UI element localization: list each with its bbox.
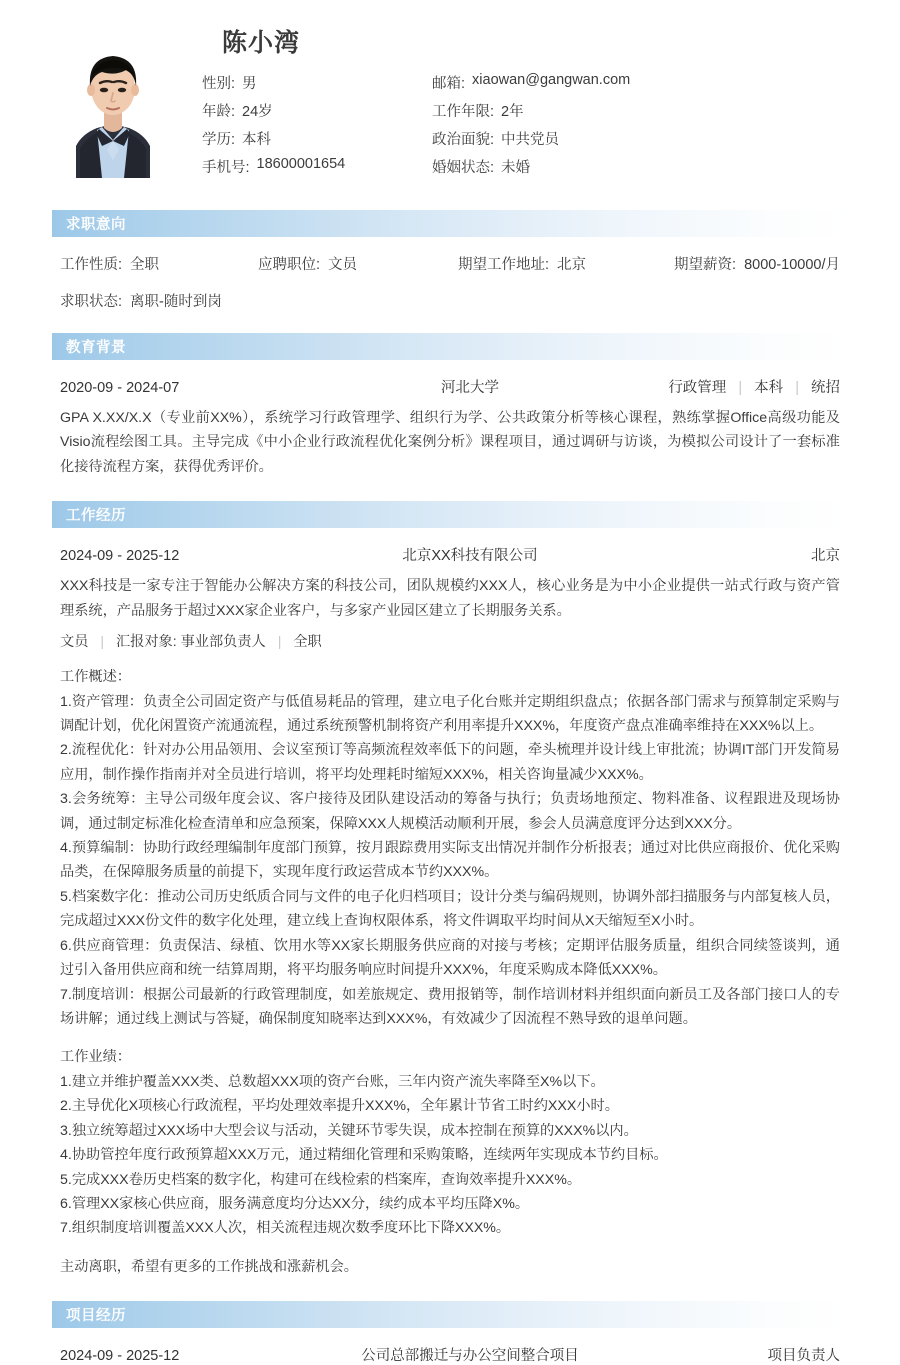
info-experience-value: 2年 xyxy=(501,103,524,120)
info-age-value: 24岁 xyxy=(242,103,273,120)
work-achievement-item: 5.完成XXX卷历史档案的数字化，构建可在线检索的档案库，查询效率提升XXX%。 xyxy=(60,1171,582,1188)
section-header-education xyxy=(52,333,848,360)
intent-status-label: 求职状态: xyxy=(60,294,123,310)
work-job-type: 全职 xyxy=(293,634,322,651)
education-school: 河北大学 xyxy=(441,380,499,396)
work-date: 2024-09 - 2025-12 xyxy=(60,548,180,565)
work-location: 北京 xyxy=(811,548,840,565)
intent-status-value: 离职-随时到岗 xyxy=(130,294,222,310)
intent-position-label: 应聘职位: xyxy=(258,257,321,273)
profile-info-grid xyxy=(202,72,848,177)
section-header-work xyxy=(52,501,848,528)
intent-job-nature xyxy=(60,253,258,274)
work-report-to: 汇报对象: 事业部负责人 xyxy=(115,634,266,651)
info-gender-value: 男 xyxy=(242,75,257,92)
work-leave-reason: 主动离职，希望有更多的工作挑战和涨薪机会。 xyxy=(60,1258,358,1275)
project-name: 公司总部搬迁与办公空间整合项目 xyxy=(361,1348,579,1365)
intent-location xyxy=(458,253,674,274)
divider-icon: | xyxy=(795,380,799,396)
section-header-project xyxy=(52,1301,848,1328)
info-education-value: 本科 xyxy=(242,131,272,148)
section-title-project: 项目经历 xyxy=(66,1308,126,1325)
section-title-work: 工作经历 xyxy=(66,508,126,525)
work-achievement-item: 2.主导优化X项核心行政流程，平均处理效率提升XXX%，全年累计节省工时约XXX小时。 xyxy=(60,1098,619,1115)
info-experience xyxy=(432,100,848,121)
avatar xyxy=(52,28,174,178)
work-achievements-title: 工作业绩： xyxy=(60,1049,131,1066)
work-company: 北京XX科技有限公司 xyxy=(402,548,538,565)
info-email-label: 邮箱: xyxy=(432,75,466,92)
info-political-label: 政治面貌: xyxy=(432,131,495,148)
work-achievement-item: 7.组织制度培训覆盖XXX人次，相关流程违规次数季度环比下降XXX%。 xyxy=(60,1220,511,1237)
work-achievement-item: 6.管理XX家核心供应商，服务满意度均分达XX分，续约成本平均压降X%。 xyxy=(60,1195,530,1212)
info-age xyxy=(202,100,432,121)
work-achievement-item: 1.建立并维护覆盖XXX类、总数超XXX项的资产台账，三年内资产流失率降至X%以下。 xyxy=(60,1073,605,1090)
work-overview-item: 4.预算编制：协助行政经理编制年度部门预算，按月跟踪费用实际支出情况并制作分析报表；通过对比供应商报价、优化采购品类，在保障服务质量的前提下，实现年度行政运营成本节约XXX%。 xyxy=(60,840,840,881)
section-header-job-intent xyxy=(52,210,848,237)
work-overview-item: 2.流程优化：针对办公用品领用、会议室预订等高频流程效率低下的问题，牵头梳理并设计线上审批流；协调IT部门开发简易应用，制作操作指南并对全员进行培训，将平均处理耗时缩短XXX%，相关咨询量减少XXX%。 xyxy=(60,742,840,783)
info-marital xyxy=(432,156,848,177)
section-title-education: 教育背景 xyxy=(66,340,126,356)
info-age-label: 年龄: xyxy=(202,103,236,120)
work-block xyxy=(52,544,848,1279)
info-political-value: 中共党员 xyxy=(501,131,560,148)
education-major: 行政管理 xyxy=(668,380,727,396)
work-overview-item: 7.制度培训：根据公司最新的行政管理制度，如差旅规定、费用报销等，制作培训材料并组织面向新员工及各部门接口人的专场讲解；通过线上测试与答疑，确保制度知晓率达到XXX%，有效减少了因流程不熟导致的退单问题。 xyxy=(60,986,840,1028)
info-experience-label: 工作年限: xyxy=(432,103,495,120)
info-phone-value: 18600001654 xyxy=(256,155,346,172)
info-gender-label: 性别: xyxy=(202,75,236,92)
info-phone-label: 手机号: xyxy=(202,159,250,176)
intent-location-label: 期望工作地址: xyxy=(458,257,550,273)
job-intent-block xyxy=(52,253,848,311)
intent-position-value: 文员 xyxy=(328,257,358,273)
divider-icon: | xyxy=(277,634,282,651)
info-marital-label: 婚姻状态: xyxy=(432,159,495,176)
work-overview-item: 6.供应商管理：负责保洁、绿植、饮用水等XX家长期服务供应商的对接与考核；定期评估服务质量，组织合同续签谈判，通过引入备用供应商和统一结算周期，将平均服务响应时间提升XXX%，年度采购成本降低XXX%。 xyxy=(60,937,840,979)
education-degree: 本科 xyxy=(754,380,784,396)
divider-icon: | xyxy=(738,380,743,396)
info-email-value: xiaowan@gangwan.com xyxy=(472,71,631,88)
work-achievement-item: 4.协助管控年度行政预算超XXX万元，通过精细化管理和采购策略，连续两年实现成本节约目标。 xyxy=(60,1147,668,1164)
education-date: 2020-09 - 2024-07 xyxy=(60,380,180,396)
work-role-line xyxy=(60,631,840,651)
intent-salary-value: 8000-10000/月 xyxy=(744,257,840,273)
work-achievement-item: 3.独立统筹超过XXX场中大型会议与活动，关键环节零失误，成本控制在预算的XXX%以内。 xyxy=(60,1122,638,1139)
work-company-description: XXX科技是一家专注于智能办公解决方案的科技公司，团队规模约XXX人，核心业务是为中小企业提供一站式行政与资产管理系统，产品服务于超过XXX家企业客户，与多家产业园区建立了长期服务关系。 xyxy=(60,578,840,619)
info-gender xyxy=(202,72,432,93)
work-role: 文员 xyxy=(60,634,89,651)
intent-status xyxy=(60,290,258,311)
work-overview-item: 1.资产管理：负责全公司固定资产与低值易耗品的管理，建立电子化台账并定期组织盘点；依据各部门需求与预算制定采购与调配计划，优化闲置资产流通流程，通过系统预警机制将资产利用率提升XXX%，年度资产盘点准确率维持在XXX%以上。 xyxy=(60,693,840,734)
work-row xyxy=(60,544,840,565)
info-political xyxy=(432,128,848,149)
info-education xyxy=(202,128,432,149)
page-title: 陈小湾 xyxy=(222,29,301,57)
education-type: 统招 xyxy=(811,380,840,396)
intent-position xyxy=(258,253,458,274)
work-overview-item: 5.档案数字化：推动公司历史纸质合同与文件的电子化归档项目；设计分类与编码规则，协调外部扫描服务与内部复核人员，完成超过XXX份文件的数字化处理，建立线上查询权限体系，将文件调取平均时间从X天缩短至X小时。 xyxy=(60,888,840,930)
project-row xyxy=(60,1344,840,1365)
work-overview-title: 工作概述： xyxy=(60,669,131,686)
education-row xyxy=(60,376,840,397)
education-meta xyxy=(580,376,840,397)
profile-details xyxy=(174,28,848,177)
project-block xyxy=(52,1344,848,1365)
info-education-label: 学历: xyxy=(202,131,236,148)
info-email xyxy=(432,72,848,93)
intent-location-value: 北京 xyxy=(557,257,587,273)
education-block xyxy=(52,376,848,479)
job-intent-row-1 xyxy=(60,253,840,274)
intent-job-nature-value: 全职 xyxy=(130,257,160,273)
portrait-photo-icon xyxy=(52,28,174,178)
project-role: 项目负责人 xyxy=(767,1348,840,1365)
intent-salary xyxy=(674,253,840,274)
intent-salary-label: 期望薪资: xyxy=(674,257,737,273)
info-phone xyxy=(202,156,432,177)
intent-job-nature-label: 工作性质: xyxy=(60,257,123,273)
education-description: GPA X.XX/X.X（专业前XX%），系统学习行政管理学、组织行为学、公共政策分析等核心课程，熟练掌握Office高级功能及Visio流程绘图工具。主导完成《中小企业行政流程优化案例分析》课程项目，通过调研与访谈，为模拟公司设计了一套标准化接待流程方案，获得优秀评价。 xyxy=(60,410,840,475)
project-date: 2024-09 - 2025-12 xyxy=(60,1348,180,1365)
info-marital-value: 未婚 xyxy=(501,159,531,176)
job-intent-row-2 xyxy=(60,290,840,311)
profile-header xyxy=(52,0,848,188)
work-overview-item: 3.会务统筹：主导公司级年度会议、客户接待及团队建设活动的筹备与执行；负责场地预定、物料准备、议程跟进及现场协调，通过制定标准化检查清单和应急预案，保障XXX人规模活动顺利开展，参会人员满意度评分达到XXX分。 xyxy=(60,791,840,832)
divider-icon: | xyxy=(100,634,105,651)
section-title-job-intent: 求职意向 xyxy=(66,217,126,233)
